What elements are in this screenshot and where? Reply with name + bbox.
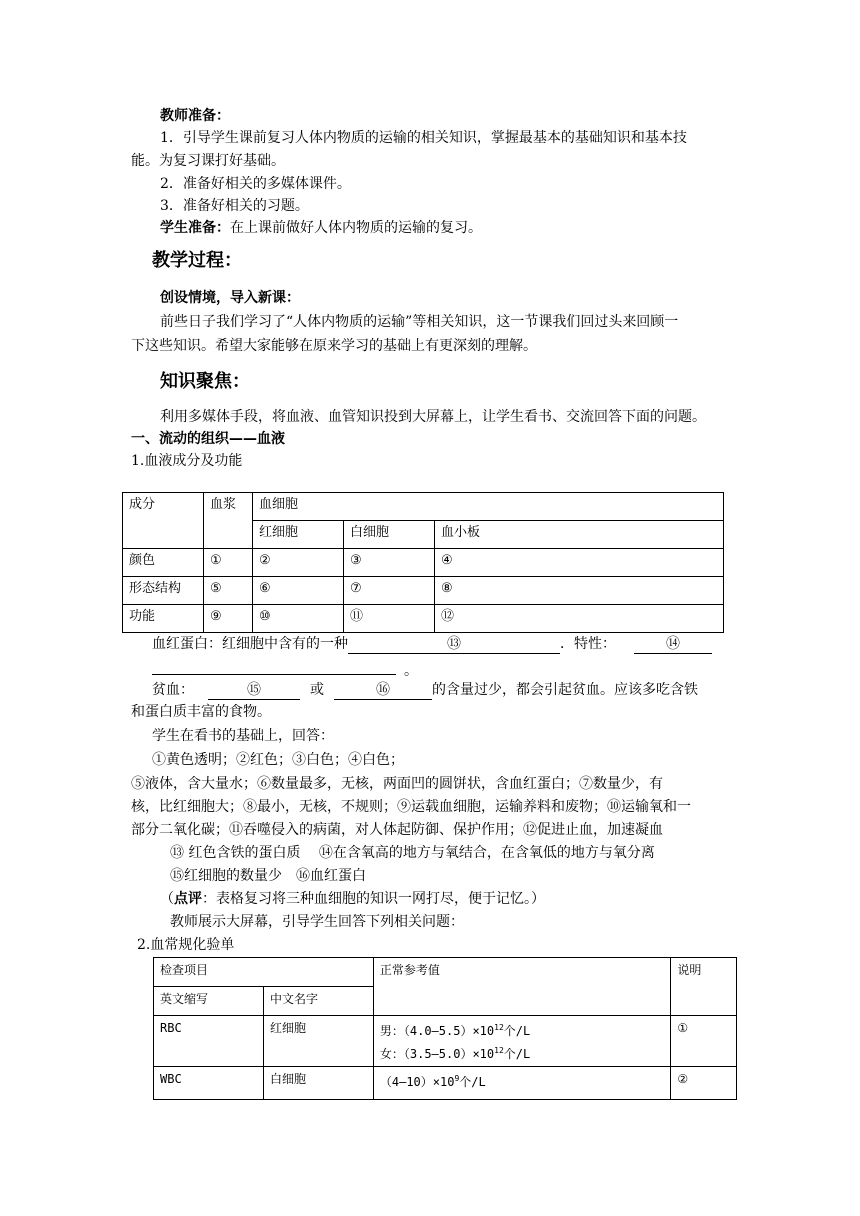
table-row <box>123 605 724 633</box>
teacher-prep-heading: 教师准备： <box>160 108 230 124</box>
anemia-suffix: 的含量过少，都会引起贫血。应该多吃含铁 <box>432 682 698 698</box>
cell-abbr: RBC <box>154 1016 264 1067</box>
answers-line4: 部分二氧化碳；⑪吞噬侵入的病菌，对人体起防御、保护作用；⑫促进止血，加速凝血 <box>131 822 663 838</box>
table-cell: ② <box>253 549 344 577</box>
th-ref: 正常参考值 <box>373 958 671 1016</box>
row-label: 形态结构 <box>123 577 204 605</box>
intro-line1: 前些日子我们学习了“人体内物质的运输”等相关知识，这一节课我们回过头来回顾一 <box>160 314 679 330</box>
blank-14: ⑭ <box>634 635 712 654</box>
cell-note: ① <box>671 1016 737 1067</box>
table-cell: ⑦ <box>344 577 435 605</box>
th-rbc: 红细胞 <box>253 521 344 549</box>
cell-ref: 男：$(4.0—5.5)\times 10^{12}$个/L 女：$(3.5—5.0)\times 10^{12}$个/L <box>373 1016 671 1067</box>
focus-text: 利用多媒体手段，将血液、血管知识投到大屏幕上，让学生看书、交流回答下面的问题。 <box>160 409 706 425</box>
student-prep <box>160 218 482 238</box>
table-cell: ⑪ <box>344 605 435 633</box>
row-label: 颜色 <box>123 549 204 577</box>
cell-note: ② <box>671 1067 737 1100</box>
cell-abbr: WBC <box>154 1067 264 1100</box>
comment <box>160 889 545 909</box>
section1-title: 一、流动的组织——血液 <box>131 431 285 447</box>
th-cn: 中文名字 <box>263 987 373 1016</box>
anemia-line <box>152 680 698 700</box>
comment-open: （ <box>160 891 174 907</box>
table-cell: ⑤ <box>204 577 253 605</box>
blood-components-table <box>122 492 724 633</box>
cell-ref: $(4—10)\times 10^9$个/L <box>373 1067 671 1100</box>
teacher-prep-item2: 2．准备好相关的多媒体课件。 <box>160 176 351 192</box>
focus-title: 知识聚焦： <box>160 371 250 392</box>
th-plasma: 血浆 <box>204 493 253 549</box>
row-label: 功能 <box>123 605 204 633</box>
process-title: 教学过程： <box>152 250 242 271</box>
intro-heading: 创设情境，导入新课： <box>160 290 300 306</box>
table-cell: ⑫ <box>435 605 724 633</box>
th-cells: 血细胞 <box>253 493 724 521</box>
sub2-title: 2.血常规化验单 <box>137 937 235 953</box>
blank-13: ⑬ <box>348 635 560 654</box>
anemia-prefix: 贫血： <box>152 682 194 698</box>
answers-line6: ⑮红细胞的数量少 ⑯血红蛋白 <box>170 868 366 884</box>
anemia-line2: 和蛋白质丰富的食物。 <box>131 704 271 720</box>
cell-cn: 红细胞 <box>263 1016 373 1067</box>
teacher-prep-item1-line1: 1．引导学生课前复习人体内物质的运输的相关知识，掌握最基本的基础知识和基本技 <box>160 130 687 146</box>
table-row <box>123 549 724 577</box>
blank-16: ⑯ <box>334 681 432 700</box>
teacher-prep-item1-line2: 能。为复习课打好基础。 <box>131 153 285 169</box>
comment-label: 点评 <box>174 891 202 907</box>
blank-14-continued <box>152 656 396 675</box>
sub1-title: 1.血液成分及功能 <box>131 453 243 469</box>
comment-text: ：表格复习将三种血细胞的知识一网打尽，便于记忆。） <box>202 891 545 907</box>
table-cell: ⑩ <box>253 605 344 633</box>
th-wbc: 白细胞 <box>344 521 435 549</box>
th-item: 检查项目 <box>154 958 374 987</box>
answers-intro: 学生在看书的基础上，回答： <box>152 728 334 744</box>
table-cell: ④ <box>435 549 724 577</box>
anemia-or: 或 <box>310 682 324 698</box>
hemoglobin-end: 。 <box>404 663 418 679</box>
table-cell: ③ <box>344 549 435 577</box>
teacher-prep-item3: 3．准备好相关的习题。 <box>160 198 309 214</box>
answers-line3: 核，比红细胞大；⑧最小，无核，不规则；⑨运载血细胞，运输养料和废物；⑩运输氧和一 <box>131 799 691 815</box>
student-prep-label: 学生准备： <box>160 220 230 236</box>
answers-line2: ⑤液体，含大量水；⑥数量最多，无核，两面凹的圆饼状，含血红蛋白；⑦数量少，有 <box>131 776 663 792</box>
answers-line5: ⑬ 红色含铁的蛋白质 ⑭在含氧高的地方与氧结合，在含氧低的地方与氧分离 <box>170 845 655 861</box>
answers-line1: ①黄色透明；②红色；③白色；④白色； <box>152 752 404 768</box>
blood-test-table <box>153 957 737 1100</box>
cell-cn: 白细胞 <box>263 1067 373 1100</box>
intro-line2: 下这些知识。希望大家能够在原来学习的基础上有更深刻的理解。 <box>131 338 537 354</box>
th-abbr: 英文缩写 <box>154 987 264 1016</box>
table-cell: ① <box>204 549 253 577</box>
hemoglobin-mid: ．特性： <box>560 636 616 652</box>
table-row <box>154 1016 737 1067</box>
hemoglobin-prefix: 血红蛋白：红细胞中含有的一种 <box>152 636 348 652</box>
table-row <box>154 1067 737 1100</box>
table-row <box>123 577 724 605</box>
table-cell: ⑨ <box>204 605 253 633</box>
teacher-show: 教师展示大屏幕，引导学生回答下列相关问题： <box>170 914 464 930</box>
blank-15: ⑮ <box>208 681 300 700</box>
hemoglobin-line <box>152 634 712 654</box>
table-cell: ⑥ <box>253 577 344 605</box>
hemoglobin-line2 <box>152 656 418 681</box>
student-prep-text: 在上课前做好人体内物质的运输的复习。 <box>230 220 482 236</box>
th-platelet: 血小板 <box>435 521 724 549</box>
th-component: 成分 <box>123 493 204 549</box>
table-cell: ⑧ <box>435 577 724 605</box>
th-note: 说明 <box>671 958 737 1016</box>
